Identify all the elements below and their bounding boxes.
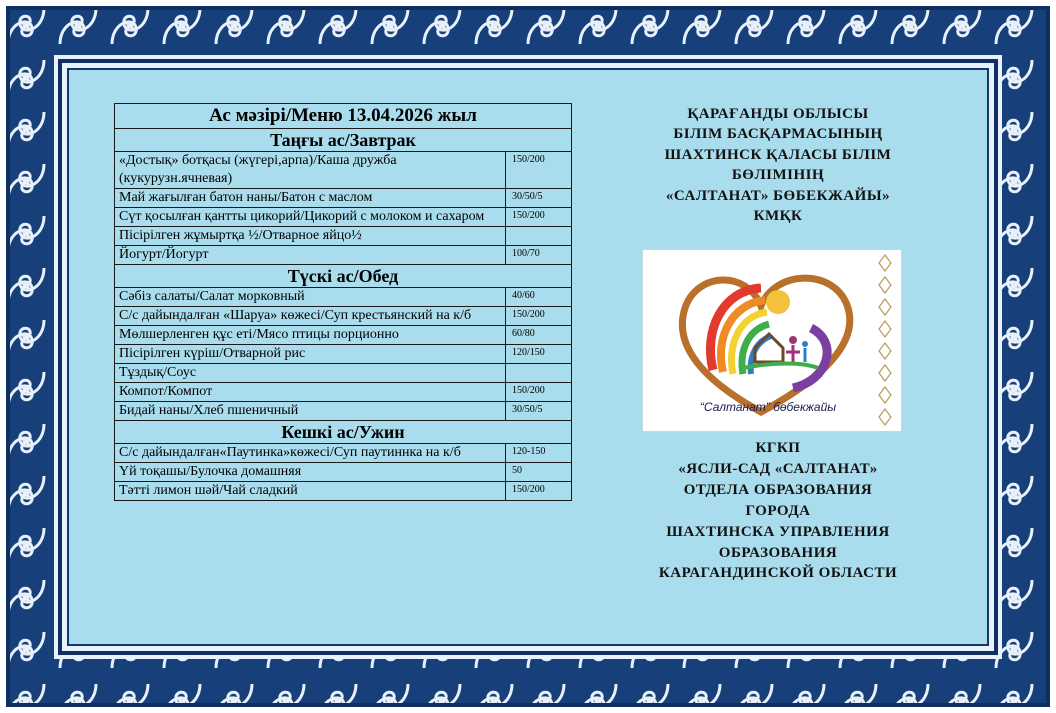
menu-item-row bbox=[115, 288, 572, 307]
org-kz-line: БӨЛІМІНІҢ bbox=[731, 167, 825, 184]
menu-item-row bbox=[115, 189, 572, 208]
menu-item-row bbox=[115, 246, 572, 265]
portion-size: 40/60 bbox=[506, 288, 572, 307]
dish-name: «Достық» ботқасы (жүгері,арпа)/Каша дружба (кукурузн.ячневая) bbox=[115, 152, 506, 189]
org-kz-line: КМҚК bbox=[753, 208, 803, 225]
org-kz-line: ҚАРАҒАНДЫ ОБЛЫСЫ bbox=[687, 106, 869, 122]
menu-title-row bbox=[115, 104, 572, 129]
menu-section-row bbox=[115, 129, 572, 152]
menu-item-row bbox=[115, 208, 572, 227]
portion-size: 120-150 bbox=[506, 444, 572, 463]
portion-size: 30/50/5 bbox=[506, 189, 572, 208]
org-ru-line: ОТДЕЛА ОБРАЗОВАНИЯ bbox=[683, 481, 873, 498]
menu-item-row bbox=[115, 227, 572, 246]
menu-table bbox=[114, 103, 572, 501]
dish-name: Мөлшерленген құс еті/Мясо птицы порционно bbox=[115, 326, 506, 345]
portion-size: 120/150 bbox=[506, 345, 572, 364]
org-ru-line: ШАХТИНСКА УПРАВЛЕНИЯ bbox=[666, 523, 890, 540]
dish-name: Йогурт/Йогурт bbox=[115, 246, 506, 265]
org-ru-line: ОБРАЗОВАНИЯ bbox=[718, 544, 838, 561]
portion-size: 30/50/5 bbox=[506, 402, 572, 421]
portion-size: 100/70 bbox=[506, 246, 572, 265]
org-ru-line: КАРАГАНДИНСКОЙ ОБЛАСТИ bbox=[658, 565, 898, 582]
dish-name: Пісірілген күріш/Отварной рис bbox=[115, 345, 506, 364]
portion-size bbox=[506, 227, 572, 246]
portion-size bbox=[506, 364, 572, 383]
menu-item-row bbox=[115, 383, 572, 402]
menu-item-row bbox=[115, 444, 572, 463]
menu-item-row bbox=[115, 402, 572, 421]
menu-item-row bbox=[115, 364, 572, 383]
menu-item-row bbox=[115, 326, 572, 345]
dish-name: Тәтті лимон шәй/Чай сладкий bbox=[115, 482, 506, 501]
menu-section-row bbox=[115, 421, 572, 444]
org-kz-line: ШАХТИНСК ҚАЛАСЫ БІЛІМ bbox=[664, 146, 892, 163]
meal-section-heading: Кешкі ас/Ужин bbox=[115, 421, 572, 444]
org-ru-line: КГКП bbox=[755, 440, 801, 456]
dish-name: Сүт қосылған қантты цикорий/Цикорий с молоком и сахаром bbox=[115, 208, 506, 227]
portion-size: 60/80 bbox=[506, 326, 572, 345]
menu-section-row bbox=[115, 265, 572, 288]
menu-item-row bbox=[115, 152, 572, 189]
org-name-russian bbox=[628, 438, 928, 584]
portion-size: 150/200 bbox=[506, 482, 572, 501]
dish-name: С/с дайындалған «Шаруа» көжесі/Суп крестьянский на к/б bbox=[115, 307, 506, 326]
portion-size: 50 bbox=[506, 463, 572, 482]
dish-name: С/с дайындалған«Паутинка»көжесі/Суп паутиннка на к/б bbox=[115, 444, 506, 463]
portion-size: 150/200 bbox=[506, 208, 572, 227]
logo-caption: “Салтанат” бөбекжайы bbox=[699, 400, 837, 414]
menu-item-row bbox=[115, 345, 572, 364]
menu-item-row bbox=[115, 307, 572, 326]
dish-name: Май жағылған батон наны/Батон с маслом bbox=[115, 189, 506, 208]
portion-size: 150/200 bbox=[506, 307, 572, 326]
menu-title: Ас мәзірі/Меню 13.04.2026 жыл bbox=[115, 104, 572, 129]
dish-name: Сәбіз салаты/Салат морковный bbox=[115, 288, 506, 307]
dish-name: Үй тоқашы/Булочка домашняя bbox=[115, 463, 506, 482]
meal-section-heading: Таңғы ас/Завтрак bbox=[115, 129, 572, 152]
org-ru-line: «ЯСЛИ-САД «САЛТАНАТ» bbox=[678, 460, 878, 477]
org-kz-line: «САЛТАНАТ» БӨБЕКЖАЙЫ» bbox=[665, 187, 891, 204]
meal-section-heading: Түскі ас/Обед bbox=[115, 265, 572, 288]
org-ru-line: ГОРОДА bbox=[745, 502, 811, 519]
portion-size: 150/200 bbox=[506, 383, 572, 402]
menu-item-row bbox=[115, 463, 572, 482]
menu-item-row bbox=[115, 482, 572, 501]
org-name-kazakh bbox=[628, 104, 928, 226]
dish-name: Пісірілген жұмыртқа ½/Отварное яйцо½ bbox=[115, 227, 506, 246]
kindergarten-logo bbox=[642, 249, 902, 432]
logo-side-ornament bbox=[874, 251, 896, 427]
dish-name: Бидай наны/Хлеб пшеничный bbox=[115, 402, 506, 421]
dish-name: Тұздық/Соус bbox=[115, 364, 506, 383]
org-kz-line: БІЛІМ БАСҚАРМАСЫНЫҢ bbox=[673, 126, 883, 143]
dish-name: Компот/Компот bbox=[115, 383, 506, 402]
portion-size: 150/200 bbox=[506, 152, 572, 189]
